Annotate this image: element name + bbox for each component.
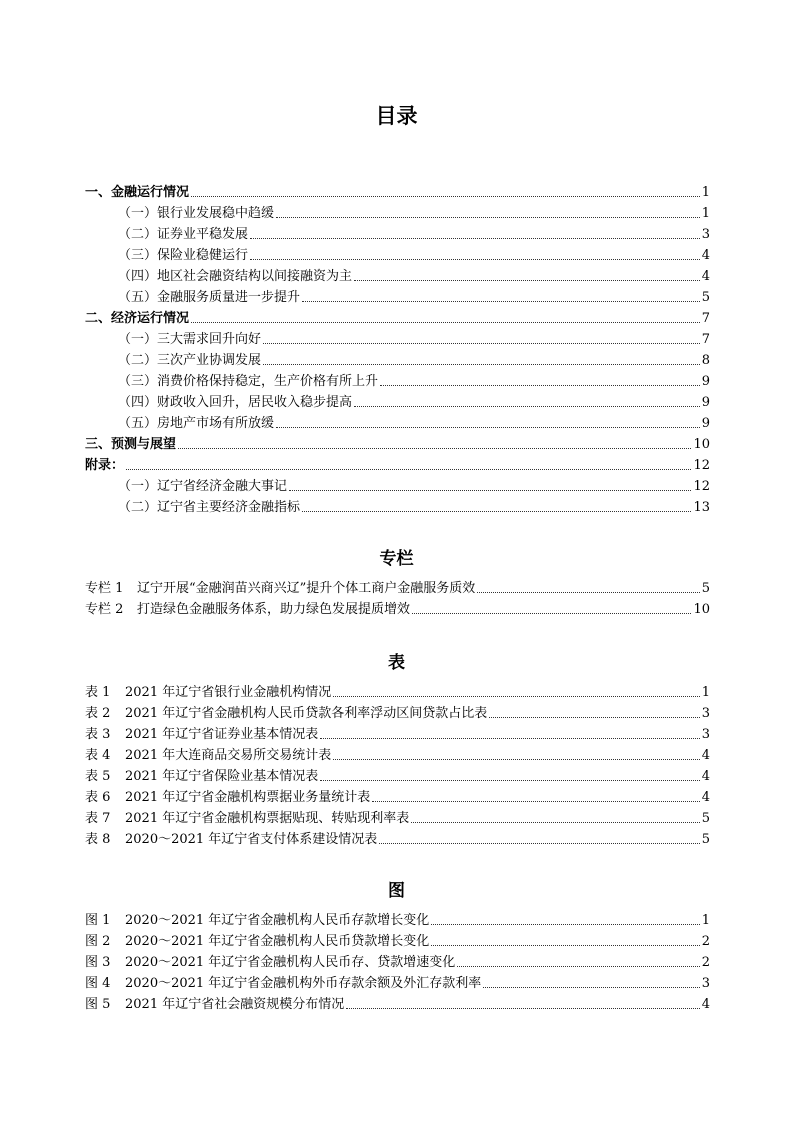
toc-entry-label: 附录： bbox=[85, 458, 125, 473]
toc-entry-page: 9 bbox=[701, 374, 710, 389]
dot-leader bbox=[126, 469, 691, 470]
toc-entry-page: 1 bbox=[701, 206, 710, 221]
figure-entry[interactable] bbox=[85, 950, 710, 971]
table-entry[interactable] bbox=[85, 722, 710, 743]
figure-entry[interactable] bbox=[85, 908, 710, 929]
toc-entry-page: 4 bbox=[701, 248, 710, 263]
entry-label: 2021 年辽宁省保险业基本情况表 bbox=[125, 769, 319, 784]
toc-entry-label: （五）金融服务质量进一步提升 bbox=[118, 290, 301, 305]
toc-entry[interactable] bbox=[118, 327, 710, 348]
entry-page: 2 bbox=[701, 934, 710, 949]
toc-entry[interactable] bbox=[118, 474, 710, 495]
toc-entry[interactable] bbox=[118, 348, 710, 369]
toc-entry-page: 7 bbox=[701, 332, 710, 347]
entry-page: 1 bbox=[701, 685, 710, 700]
dot-leader bbox=[489, 717, 700, 718]
figure-entry[interactable] bbox=[85, 929, 710, 950]
dot-leader bbox=[263, 364, 700, 365]
toc-entry-page: 12 bbox=[693, 458, 710, 473]
entry-label: 2020～2021 年辽宁省金融机构人民币贷款增长变化 bbox=[125, 934, 430, 949]
toc-entry-page: 10 bbox=[693, 437, 710, 452]
entry-page: 5 bbox=[701, 581, 710, 596]
entry-prefix: 表 1 bbox=[85, 685, 111, 700]
entry-prefix: 图 2 bbox=[85, 934, 111, 949]
dot-leader bbox=[379, 843, 699, 844]
toc-entry-page: 7 bbox=[701, 311, 710, 326]
entry-label: 2021 年辽宁省银行业金融机构情况 bbox=[125, 685, 332, 700]
entry-page: 5 bbox=[701, 832, 710, 847]
entry-page: 10 bbox=[693, 602, 710, 617]
toc-entry-label: 二、经济运行情况 bbox=[85, 311, 190, 326]
dot-leader bbox=[276, 217, 700, 218]
dot-leader bbox=[191, 196, 700, 197]
entry-prefix: 图 1 bbox=[85, 913, 111, 928]
toc-entry-label: （四）财政收入回升，居民收入稳步提高 bbox=[118, 395, 353, 410]
dot-leader bbox=[380, 385, 700, 386]
toc-entry[interactable] bbox=[118, 201, 710, 222]
entry-label: 2020～2021 年辽宁省金融机构人民币存、贷款增速变化 bbox=[125, 955, 456, 970]
toc-entry-label: （五）房地产市场有所放缓 bbox=[118, 416, 275, 431]
entry-page: 3 bbox=[701, 727, 710, 742]
table-entry[interactable] bbox=[85, 680, 710, 701]
dot-leader bbox=[354, 280, 700, 281]
dot-leader bbox=[263, 343, 700, 344]
dot-leader bbox=[412, 613, 691, 614]
toc-entry-label: 三、预测与展望 bbox=[85, 437, 177, 452]
table-entry[interactable] bbox=[85, 806, 710, 827]
entry-prefix: 表 8 bbox=[85, 832, 111, 847]
dot-leader bbox=[372, 801, 700, 802]
entry-page: 4 bbox=[701, 790, 710, 805]
entry-label: 辽宁开展“金融润苗兴商兴辽”提升个体工商户金融服务质效 bbox=[137, 581, 476, 596]
toc-entry-label: （一）银行业发展稳中趋缓 bbox=[118, 206, 275, 221]
dot-leader bbox=[411, 822, 700, 823]
entry-label: 2020～2021 年辽宁省金融机构人民币存款增长变化 bbox=[125, 913, 430, 928]
toc-entry[interactable] bbox=[118, 264, 710, 285]
entry-prefix: 专栏 2 bbox=[85, 602, 124, 617]
dot-leader bbox=[354, 406, 700, 407]
toc-entry-label: （一）三大需求回升向好 bbox=[118, 332, 262, 347]
toc-entry[interactable] bbox=[118, 390, 710, 411]
toc-entry-page: 9 bbox=[701, 416, 710, 431]
dot-leader bbox=[320, 738, 700, 739]
dot-leader bbox=[178, 448, 691, 449]
entry-page: 4 bbox=[701, 748, 710, 763]
dot-leader bbox=[302, 511, 691, 512]
entry-prefix: 表 7 bbox=[85, 811, 111, 826]
toc-entry-page: 4 bbox=[701, 269, 710, 284]
figure-entry[interactable] bbox=[85, 971, 710, 992]
dot-leader bbox=[320, 780, 700, 781]
toc-entry[interactable] bbox=[118, 411, 710, 432]
toc-entry-label: （三）保险业稳健运行 bbox=[118, 248, 249, 263]
table-entry[interactable] bbox=[85, 701, 710, 722]
toc-entry-label: （四）地区社会融资结构以间接融资为主 bbox=[118, 269, 353, 284]
entry-page: 2 bbox=[701, 955, 710, 970]
columns-title: 专栏 bbox=[379, 549, 414, 569]
table-entry[interactable] bbox=[85, 785, 710, 806]
table-entry[interactable] bbox=[85, 827, 710, 848]
entry-label: 2021 年辽宁省金融机构票据贴现、转贴现利率表 bbox=[125, 811, 410, 826]
toc-entry-page: 9 bbox=[701, 395, 710, 410]
toc-entry-label: 一、金融运行情况 bbox=[85, 185, 190, 200]
toc-entry-page: 13 bbox=[693, 500, 710, 515]
toc-entry-label: （二）辽宁省主要经济金融指标 bbox=[118, 500, 301, 515]
entry-prefix: 表 3 bbox=[85, 727, 111, 742]
toc-entry-page: 3 bbox=[701, 227, 710, 242]
table-entry[interactable] bbox=[85, 764, 710, 785]
dot-leader bbox=[431, 924, 699, 925]
entry-label: 2021 年辽宁省金融机构人民币贷款各利率浮动区间贷款占比表 bbox=[125, 706, 488, 721]
toc-entry-section-2[interactable] bbox=[85, 306, 710, 327]
entry-prefix: 表 6 bbox=[85, 790, 111, 805]
toc-entry-label: （二）三次产业协调发展 bbox=[118, 353, 262, 368]
dot-leader bbox=[333, 696, 700, 697]
dot-leader bbox=[191, 322, 700, 323]
entry-prefix: 图 4 bbox=[85, 976, 111, 991]
entry-label: 2021 年辽宁省证券业基本情况表 bbox=[125, 727, 319, 742]
entry-prefix: 表 5 bbox=[85, 769, 111, 784]
toc-entry-label: （一）辽宁省经济金融大事记 bbox=[118, 479, 288, 494]
dot-leader bbox=[477, 592, 699, 593]
entry-label: 打造绿色金融服务体系，助力绿色发展提质增效 bbox=[137, 602, 411, 617]
tables-title: 表 bbox=[388, 653, 405, 673]
dot-leader bbox=[483, 987, 699, 988]
dot-leader bbox=[289, 490, 691, 491]
dot-leader bbox=[250, 238, 700, 239]
entry-label: 2020～2021 年辽宁省金融机构外币存款余额及外汇存款利率 bbox=[125, 976, 482, 991]
toc-entry[interactable] bbox=[118, 243, 710, 264]
entry-page: 3 bbox=[701, 706, 710, 721]
dot-leader bbox=[250, 259, 700, 260]
entry-page: 4 bbox=[701, 769, 710, 784]
entry-prefix: 图 3 bbox=[85, 955, 111, 970]
entry-page: 3 bbox=[701, 976, 710, 991]
dot-leader bbox=[333, 759, 700, 760]
figures-title: 图 bbox=[388, 881, 405, 901]
entry-label: 2021 年大连商品交易所交易统计表 bbox=[125, 748, 332, 763]
column-entry[interactable] bbox=[85, 576, 710, 597]
dot-leader bbox=[276, 427, 700, 428]
entry-prefix: 图 5 bbox=[85, 997, 111, 1012]
toc-entry[interactable] bbox=[118, 369, 710, 390]
toc-entry-page: 12 bbox=[693, 479, 710, 494]
toc-entry[interactable] bbox=[118, 495, 710, 516]
toc-entry-page: 5 bbox=[701, 290, 710, 305]
toc-entry[interactable] bbox=[118, 222, 710, 243]
toc-entry-appendix[interactable] bbox=[85, 453, 710, 474]
entry-page: 1 bbox=[701, 913, 710, 928]
dot-leader bbox=[457, 966, 699, 967]
dot-leader bbox=[431, 945, 699, 946]
entry-prefix: 表 2 bbox=[85, 706, 111, 721]
entry-page: 5 bbox=[701, 811, 710, 826]
entry-prefix: 专栏 1 bbox=[85, 581, 124, 596]
toc-entry[interactable] bbox=[118, 285, 710, 306]
toc-entry-label: （三）消费价格保持稳定，生产价格有所上升 bbox=[118, 374, 379, 389]
table-entry[interactable] bbox=[85, 743, 710, 764]
page-title: 目录 bbox=[375, 104, 418, 128]
entry-label: 2021 年辽宁省金融机构票据业务量统计表 bbox=[125, 790, 371, 805]
toc-entry-label: （二）证券业平稳发展 bbox=[118, 227, 249, 242]
entry-prefix: 表 4 bbox=[85, 748, 111, 763]
dot-leader bbox=[346, 1008, 700, 1009]
dot-leader bbox=[302, 301, 700, 302]
column-entry[interactable] bbox=[85, 597, 710, 618]
toc-entry-page: 8 bbox=[701, 353, 710, 368]
toc-entry-page: 1 bbox=[701, 185, 710, 200]
entry-label: 2021 年辽宁省社会融资规模分布情况 bbox=[125, 997, 345, 1012]
entry-page: 4 bbox=[701, 997, 710, 1012]
figure-entry[interactable] bbox=[85, 992, 710, 1013]
toc-entry-section-3[interactable] bbox=[85, 432, 710, 453]
entry-label: 2020～2021 年辽宁省支付体系建设情况表 bbox=[125, 832, 378, 847]
toc-entry-section-1[interactable] bbox=[85, 180, 710, 201]
